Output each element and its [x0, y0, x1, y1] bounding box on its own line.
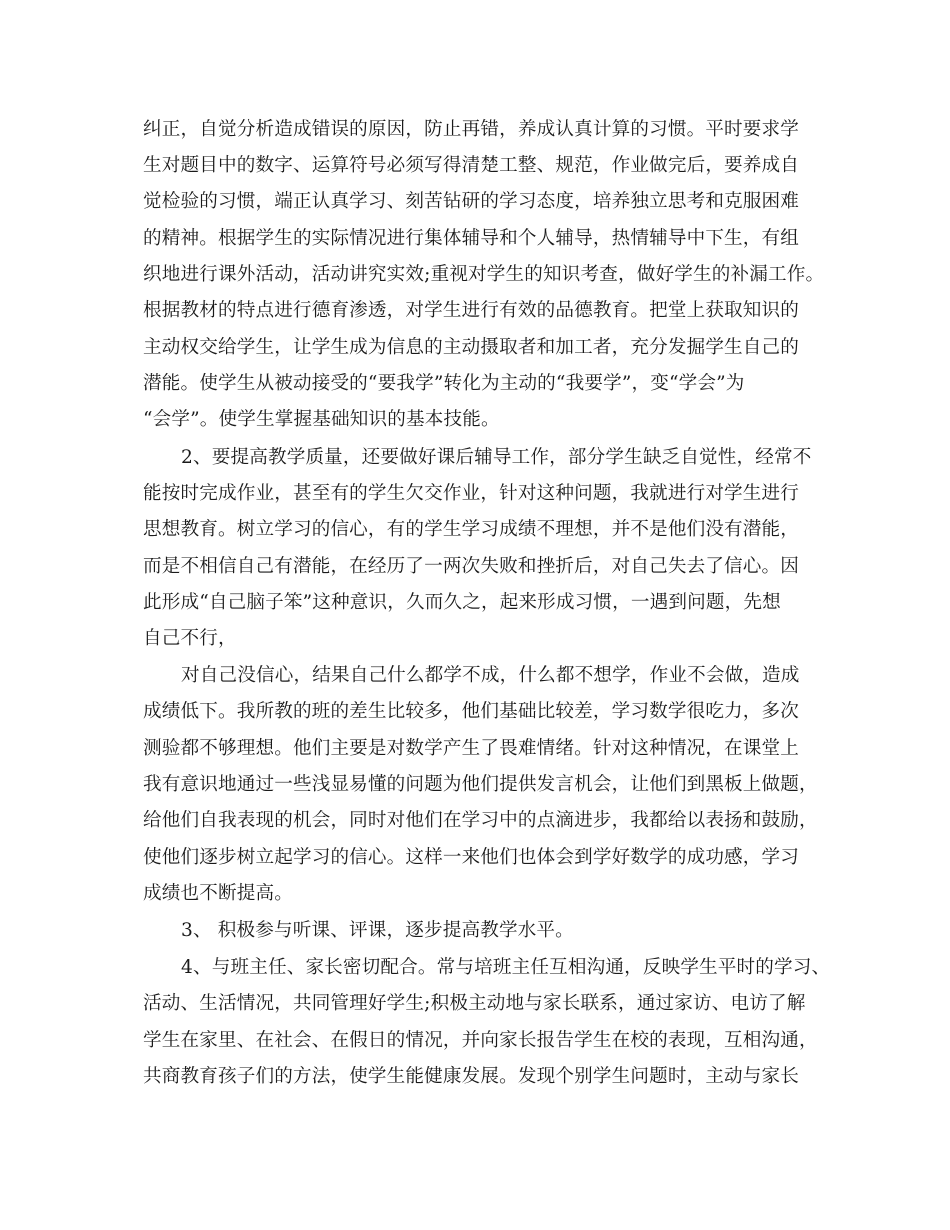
paragraph-start-line: 对自己没信心，结果自己什么都学不成，什么都不想学，作业不会做，造成	[181, 665, 800, 686]
text-line: 能按时完成作业，甚至有的学生欠交作业，针对这种问题，我就进行对学生进行	[143, 483, 800, 504]
text-line: 潜能。使学生从被动接受的“要我学”转化为主动的“我要学”，变“学会”为	[143, 373, 745, 394]
text-line: 成绩也不断提高。	[143, 883, 293, 904]
paragraph-start-line: 2、要提高教学质量，还要做好课后辅导工作，部分学生缺乏自觉性，经常不	[181, 447, 812, 468]
text-line: 根据教材的特点进行德育渗透，对学生进行有效的品德教育。把堂上获取知识的	[143, 300, 800, 321]
text-line: 共商教育孩子们的方法，使学生能健康发展。发现个别学生问题时，主动与家长	[143, 1066, 800, 1087]
text-line: “会学”。使学生掌握基础知识的基本技能。	[143, 409, 500, 430]
text-line: 学生在家里、在社会、在假日的情况，并向家长报告学生在校的表现，互相沟通，	[143, 1030, 818, 1051]
text-line: 此形成“自己脑子笨”这种意识，久而久之，起来形成习惯，一遇到问题，先想	[143, 592, 781, 613]
text-line: 使他们逐步树立起学习的信心。这样一来他们也体会到学好数学的成功感，学习	[143, 847, 800, 868]
text-line: 思想教育。树立学习的信心，有的学生学习成绩不理想，并不是他们没有潜能，	[143, 519, 800, 540]
text-line: 觉检验的习惯，端正认真学习、刻苦钻研的学习态度，培养独立思考和克服困难	[143, 191, 800, 212]
text-line: 给他们自我表现的机会，同时对他们在学习中的点滴进步，我都给以表扬和鼓励，	[143, 810, 818, 831]
text-line: 我有意识地通过一些浅显易懂的问题为他们提供发言机会，让他们到黑板上做题，	[143, 774, 818, 795]
text-line: 自己不行，	[143, 628, 237, 649]
text-line: 测验都不够理想。他们主要是对数学产生了畏难情绪。针对这种情况，在课堂上	[143, 738, 800, 759]
text-line: 而是不相信自己有潜能，在经历了一两次失败和挫折后，对自己失去了信心。因	[143, 556, 800, 577]
text-line: 活动、生活情况，共同管理好学生;积极主动地与家长联系，通过家访、电访了解	[143, 993, 806, 1014]
text-line: 生对题目中的数字、运算符号必须写得清楚工整、规范，作业做完后，要养成自	[143, 155, 800, 176]
paragraph-start-line: 3、 积极参与听课、评课，逐步提高教学水平。	[181, 920, 574, 941]
text-line: 成绩低下。我所教的班的差生比较多，他们基础比较差，学习数学很吃力，多次	[143, 701, 800, 722]
text-line: 纠正，自觉分析造成错误的原因，防止再错，养成认真计算的习惯。平时要求学	[143, 119, 800, 140]
text-line: 主动权交给学生，让学生成为信息的主动摄取者和加工者，充分发掘学生自己的	[143, 337, 800, 358]
text-line: 的精神。根据学生的实际情况进行集体辅导和个人辅导，热情辅导中下生，有组	[143, 228, 800, 249]
text-line: 织地进行课外活动，活动讲究实效;重视对学生的知识考查，做好学生的补漏工作。	[143, 264, 825, 285]
paragraph-start-line: 4、与班主任、家长密切配合。常与培班主任互相沟通，反映学生平时的学习、	[181, 957, 831, 978]
